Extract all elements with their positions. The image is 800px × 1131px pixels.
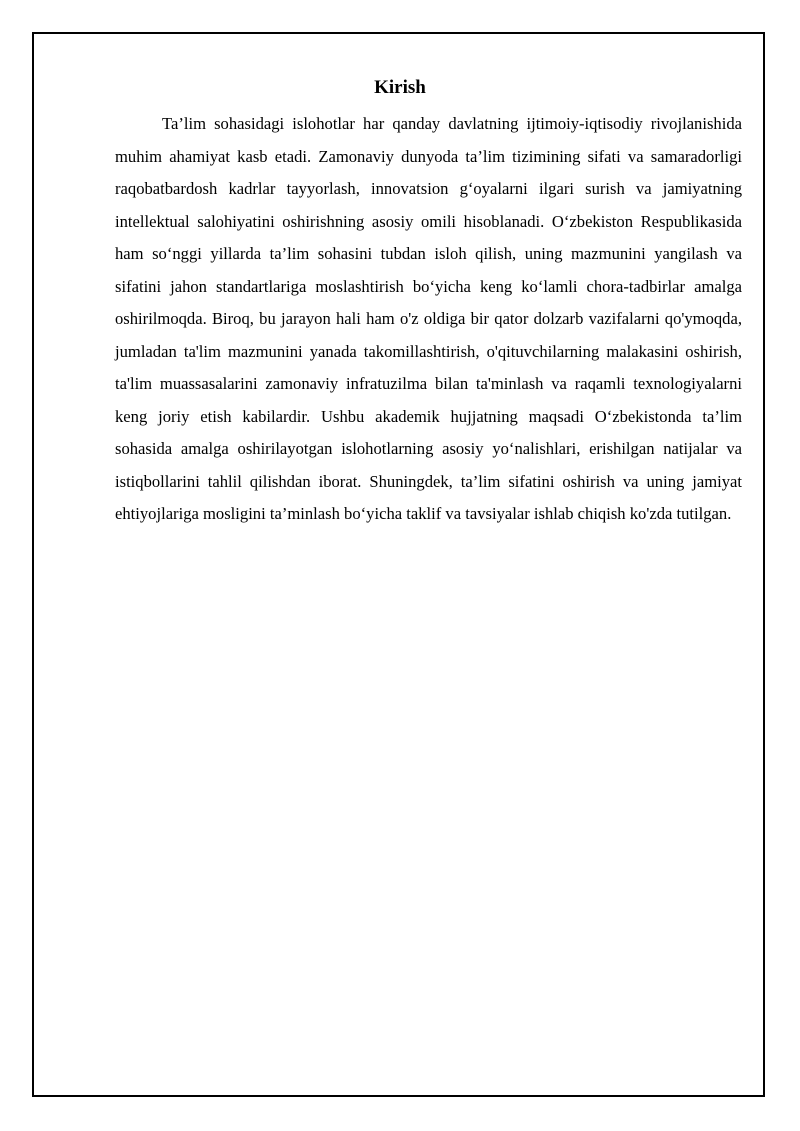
section-heading: Kirish	[374, 77, 426, 98]
intro-paragraph: Ta’lim sohasidagi islohotlar har qanday davlatning ijtimoiy-iqtisodiy rivojlanishida muhim ahamiyat kasb etadi. Zamonaviy dunyoda ta’lim tizimining sifati va samaradorligi raqobatbardosh kadrlar tayyorlash, innovatsion g‘oyalarni ilgari surish va jamiyatning intellektual salohiyatini oshirishning asosiy omili hisoblanadi. O‘zbekiston Respublikasida ham so‘nggi yillarda ta’lim sohasini tubdan isloh qilish, uning mazmunini yangilash va sifatini jahon standartlariga moslashtirish bo‘yicha keng ko‘lamli chora-tadbirlar amalga oshirilmoqda. Biroq, bu jarayon hali ham o'z oldiga bir qator dolzarb vazifalarni qo'ymoqda, jumladan ta'lim mazmunini yanada takomillashtirish, o'qituvchilarning malakasini oshirish, ta'lim muassasalarini zamonaviy infratuzilma bilan ta'minlash va raqamli texnologiyalarni keng joriy etish kabilardir. Ushbu akademik hujjatning maqsadi O‘zbekistonda ta’lim sohasida amalga oshirilayotgan islohotlarning asosiy yo‘nalishlari, erishilgan natijalar va istiqbollarini tahlil qilishdan iborat. Shuningdek, ta’lim sifatini oshirish va uning jamiyat ehtiyojlariga mosligini ta’minlash bo‘yicha taklif va tavsiyalar ishlab chiqish ko'zda tutilgan.	[115, 114, 742, 523]
